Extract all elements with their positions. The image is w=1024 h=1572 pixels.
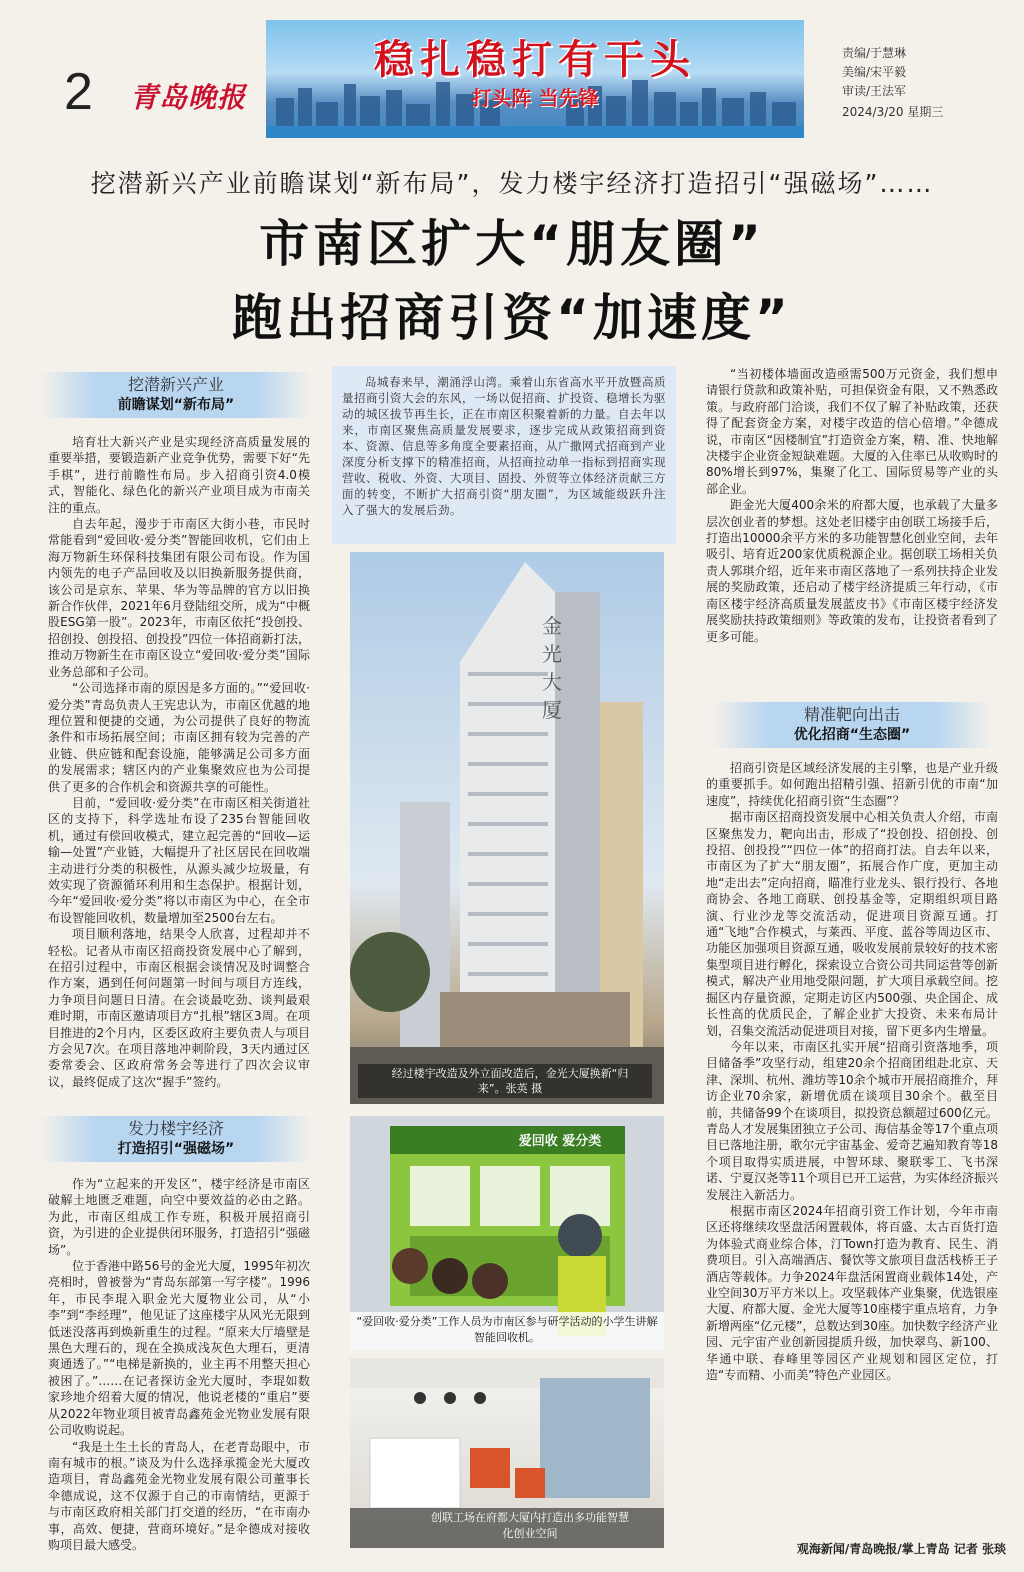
section-heading-3: [712, 702, 992, 748]
article-column-1b: [48, 1176, 310, 1553]
page-number: 2: [64, 63, 93, 121]
banner-title: 稳扎稳打有干头: [374, 36, 696, 83]
banner-subtitle: 打头阵 当先锋: [471, 86, 599, 110]
photo-jinguang-building: [350, 552, 664, 1104]
photo-caption-2: “爱回收·爱分类”工作人员为市南区参与研学活动的小学生讲解智能回收机。: [356, 1315, 658, 1344]
paragraph: 自去年起，漫步于市南区大街小巷，市民时常能看到“爱回收·爱分类”智能回收机，它们由上海万物新生环保科技集团有限公司布设。作为国内领先的电子产品回收及以旧换新服务提供商，该公司是京东、苹果、华为等品牌的官方以旧换新合作伙伴，2021年6月登陆纽交所，成为“中概股ESG第一股”。2023年，市南区依托“投创投、招创投、创投招、创投投”四位一体招商新打法，推动万物新生在市南区设立“爱回收·爱分类”国际业务总部和子公司。: [48, 517, 310, 679]
section-banner: [266, 20, 804, 138]
section-heading-line1: 挖潜新兴产业: [127, 375, 224, 394]
paragraph: 作为“立起来的开发区”，楼宇经济是市南区破解土地匮乏难题，向空中要效益的必由之路。为此，市南区组成工作专班，积极开展招商引资，为引进的企业提供闭环服务，打造招引“强磁场”。: [48, 1177, 310, 1257]
editor-credits: [842, 44, 906, 101]
section-heading-2: [40, 1116, 312, 1162]
headline-line-2: 跑出招商引资“加速度”: [232, 289, 792, 347]
headline-line-1: 市南区扩大“朋友圈”: [259, 215, 765, 273]
paragraph: “我是土生土长的青岛人，在老青岛眼中，市南有城市的根。”谈及为什么选择承揽金光大厦改造项目，青岛鑫苑金光物业发展有限公司董事长伞德成说，这不仅源于自己的市南情结，更源于与市南区政府相关部门打交道的经历，“在市南办事，高效、便捷，营商环境好。”是伞德成对接收购项目最大感受。: [48, 1439, 310, 1552]
paragraph: 目前，“爱回收·爱分类”在市南区相关街道社区的支持下，科学选址布设了235台智能回收机，通过有偿回收模式，建立起完善的“回收—运输—处置”产业链，大幅提升了社区居民在回收端主动进行分类的积极性，从源头减少垃圾量，有效实现了资源循环利用和生态保护。根据计划，今年“爱回收·爱分类”将以市南区为中心，在全市布设智能回收机，数量增加至2500台左右。: [48, 795, 310, 925]
intro-box: [332, 366, 676, 544]
editor-line: 审读/王法军: [842, 84, 907, 98]
section-heading-line2: 打造招引“强磁场”: [117, 1141, 235, 1157]
recycler-brand-sign: 爱回收 爱分类: [518, 1134, 602, 1149]
building-illustration: [350, 552, 664, 1104]
intro-text: 岛城春来早，潮涌浮山湾。乘着山东省高水平开放暨高质量招商引资大会的东风，一场以促招商、扩投资、稳增长为驱动的城区拔节再生长，正在市南区积聚着新的力量。自去年以来，市南区聚焦高质量发展要求，逐步完成从政策招商到资本、资源、信息等多角度全要素招商，从广撒网式招商到产业深度分析支撑下的精准招商，从招商拉动单一指标到招商实现营收、税收、外资、大项目、固投、外贸等立体经济贡献三方面的转变，不断扩大招商引资“朋友圈”，为区域能级跃升注入了强大的发展后劲。: [342, 375, 666, 517]
section-heading-line2: 前瞻谋划“新布局”: [117, 397, 235, 413]
section-heading-line1: 精准靶向出击: [803, 705, 900, 724]
paragraph: 距金光大厦400余米的府都大厦，也承载了大量多层次创业者的梦想。这处老旧楼宇由创联工场接手后，打造出10000余平方米的多功能智慧化创业空间，去年吸引、培育近200家优质税源企业。据创联工场相关负责人郭琪介绍，近年来市南区落地了一系列扶持企业发展的奖励政策，还启动了楼宇经济提质三年行动，《市南区楼宇经济高质量发展蓝皮书》《市南区楼宇经济发展奖励扶持政策细则》等政策的发布，让投资者看到了更多可能。: [706, 498, 998, 644]
paragraph: 根据市南区2024年招商引资工作计划，今年市南区还将继续攻坚盘活闲置载体，将百盛、太古百货打造为体验式商业综合体，汀Town打造为教育、民生、消费项目。引入高端酒店、餐饮等文旅项目盘活栈桥王子酒店等载体。力争2024年盘活闲置商业载体14处，产业空间30万平方米以上。攻坚载体产业集聚，优选银座大厦、府都大厦、金光大厦等10座楼宇重点培育，力争新增两座“亿元楼”，总数达到30座。加快数字经济产业园、元宇宙产业创新园提质升级，加快翠鸟、新100、华通中联、春峰里等园区产业规划和园区定位，打造“专而精、小而美”特色产业园区。: [706, 1203, 998, 1383]
headline-kicker: 挖潜新兴产业前瞻谋划“新布局”，发力楼宇经济打造招引“强磁场”……: [90, 169, 934, 198]
article-column-1a: [48, 434, 310, 1090]
article-column-3a: [706, 366, 998, 645]
article-column-3b: [706, 760, 998, 1383]
byline: 观海新闻/青岛晚报/掌上青岛 记者 张琰: [796, 1542, 1006, 1556]
paragraph: 培育壮大新兴产业是实现经济高质量发展的重要举措，要锻造新产业竞争优势，需要下好“先手棋”，进行前瞻性布局。步入招商引资4.0模式，智能化、绿色化的新兴产业项目成为市南关注的重点。: [48, 435, 310, 515]
paragraph: 位于香港中路56号的金光大厦，1995年初次亮相时，曾被誉为“青岛东部第一写字楼”。1996年，市民李琨入职金光大厦物业公司，从“小李”到“李经理”，他见证了这座楼宇从风光无限到低迷没落再到焕新重生的过程。“原来大厅墙壁是黑色大理石的，现在全换成浅灰色大理石，更清爽通透了。”“电梯是新换的，业主再不用整天担心被困了。”……在记者探访金光大厦时，李琨如数家珍地介绍着大厦的情况，他说老楼的“重启”要从2022年物业项目被青岛鑫苑金光物业发展有限公司收购说起。: [48, 1259, 310, 1438]
editor-line: 责编/于慧琳: [842, 46, 907, 60]
photo-caption-3: 创联工场在府都大厦内打造出多功能智慧化创业空间: [431, 1511, 629, 1540]
paragraph: 招商引资是区域经济发展的主引擎，也是产业升级的重要抓手。如何跑出招精引强、招新引优的市南“加速度”，持续优化招商引资“生态圈”？: [706, 761, 998, 808]
section-heading-line1: 发力楼宇经济: [127, 1119, 224, 1138]
paragraph: 据市南区招商投资发展中心相关负责人介绍，市南区聚焦发力，靶向出击，形成了“投创投、招创投、创投招、创投投”“四位一体”的招商打法。自去年以来，市南区为了扩大“朋友圈”，拓展合作广度，更加主动地“走出去”定向招商，瞄准行业龙头、银行投行、各地商协会、各地工商联、创投基金等，定期组织项目路演、行业沙龙等交流活动，促进项目资源互通。打通“飞地”合作模式，与莱西、平度、蓝谷等周边区市、功能区加强项目资源互通，吸收发展前景较好的技术密集型项目进行孵化，探索设立合资公司共同运营等创新模式，解决产业用地受限问题，扩大项目承载空间。挖掘区内存量资源，定期走访区内500强、央企国企、成长性高的优质民企，了解企业扩大投资、未来布局计划，召集交流活动促进项目对接，留下更多内生增量。: [706, 810, 998, 1038]
photo-recycling-machine: [350, 1116, 664, 1350]
section-heading-1: [40, 372, 312, 418]
section-heading-line2: 优化招商“生态圈”: [793, 727, 911, 743]
editor-line: 美编/宋平毅: [842, 65, 907, 79]
paragraph: 今年以来，市南区扎实开展“招商引资落地季，项目储备季”攻坚行动，组建20余个招商团组赴北京、天津、深圳、杭州、潍坊等10余个城市开展招商推介，拜访企业70余家，新增优质在谈项目30余个。截至目前，共储备99个在谈项目，拟投资总额超过600亿元。青岛人才发展集团独立子公司、海信基金等17个重点项目已落地注册，歌尔元宇宙基金、爱奇艺遍知教育等18个项目取得实质进展，中智环球、聚联零工、飞书深诺、宁夏汉尧等11个项目已开工运营，为实体经济振兴发展注入新活力。: [706, 1039, 998, 1202]
building-sign: 金光大厦: [542, 614, 562, 722]
photo-coworking-space: [350, 1358, 664, 1548]
issue-date: 2024/3/20 星期三: [842, 105, 944, 119]
paragraph: 项目顺利落地，结果令人欣喜，过程却并不轻松。记者从市南区招商投资发展中心了解到，在招引过程中，市南区根据会谈情况及时调整合作方案，遇到任何问题第一时间与项目方连线，力争项目问题日日清。在会谈最吃劲、谈判最艰难时期，市南区邀请项目方“扎根”辖区3周。在项目推进的2个月内，区委区政府主要负责人与项目方会见7次。在项目落地冲刺阶段，3天内通过区委常委会、区政府常务会等进行了四次会议审议，最终促成了这次“握手”签约。: [48, 927, 310, 1089]
paragraph: “公司选择市南的原因是多方面的。”“爱回收·爱分类”青岛负责人王宪忠认为，市南区优越的地理位置和便捷的交通，为公司提供了良好的物流条件和市场拓展空间；市南区拥有较为完善的产业链、供应链和配套设施，能够满足公司多方面的发展需求；辖区内的产业集聚效应也为公司提供了更多的合作机会和资源共享的可能性。: [48, 681, 310, 794]
paragraph: “当初楼体墙面改造亟需500万元资金，我们想申请银行贷款和政策补贴，可担保资金有限，又不熟悉政策。与政府部门洽谈，我们不仅了解了补贴政策，还获得了配套资金方案，对楼宇改造的信心倍增。”伞德成说，市南区“因楼制宜”打造资金方案，精、准、快地解决楼宇企业资金短缺难题。大厦的入住率已从收购时的80%增长到97%，集聚了化工、国际贸易等产业的头部企业。: [706, 367, 998, 496]
newspaper-logo: 青岛晚报: [130, 81, 247, 114]
photo-caption-1: 经过楼宇改造及外立面改造后，金光大厦换新“归来”。张英 摄: [391, 1067, 629, 1095]
